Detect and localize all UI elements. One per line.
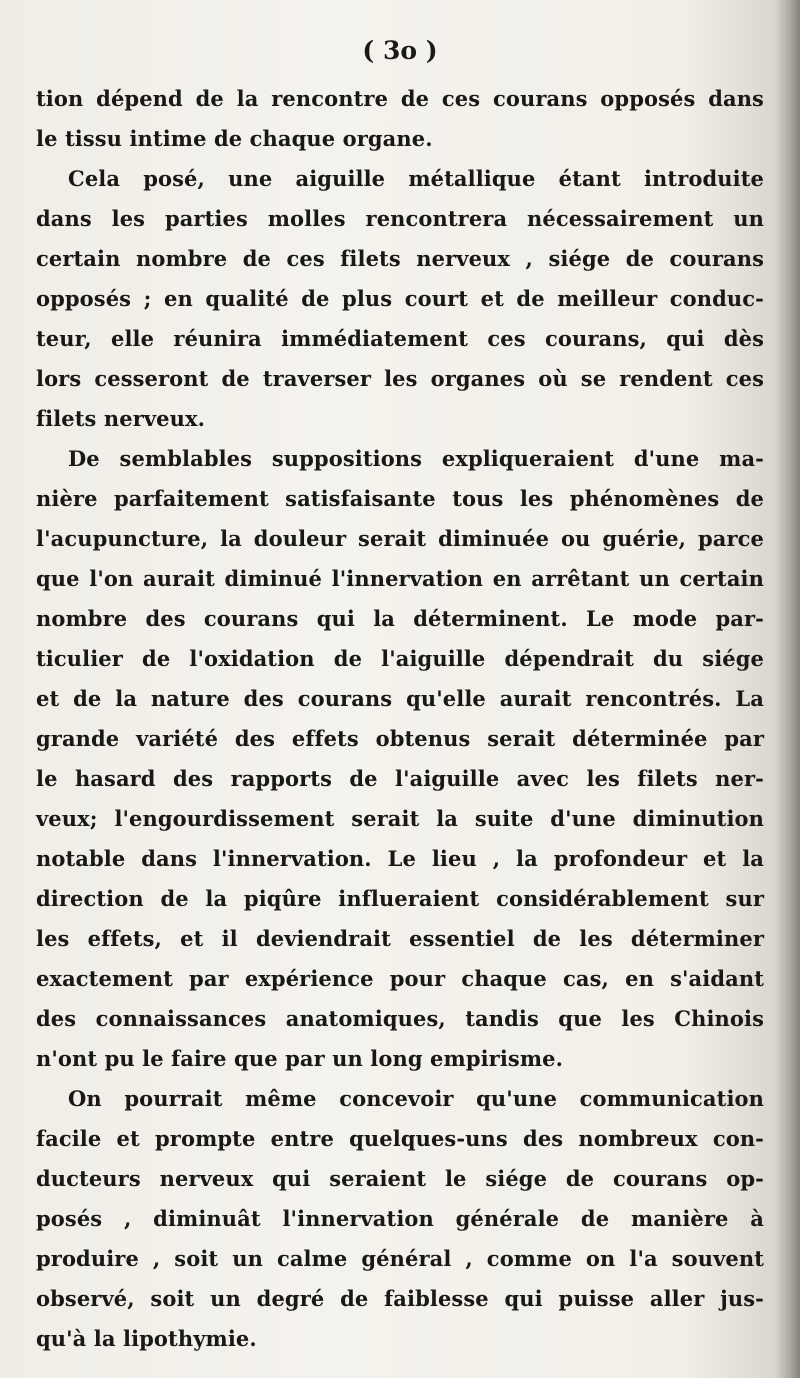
text-line: observé, soit un degré de faiblesse qui puisse aller jus- — [36, 1286, 764, 1311]
page-edge-shadow — [774, 0, 800, 1378]
text-line: certain nombre de ces filets nerveux , siége de courans — [36, 246, 764, 271]
text-line: les effets, et il deviendrait essentiel de les déterminer — [36, 926, 764, 951]
text-line: Cela posé, une aiguille métallique étant introduite — [68, 166, 764, 191]
text-line: produire , soit un calme général , comme on l'a souvent — [36, 1246, 764, 1271]
text-line: veux; l'engourdissement serait la suite d'une diminution — [36, 806, 764, 831]
text-line: que l'on aurait diminué l'innervation en arrêtant un certain — [36, 566, 764, 591]
text-line: nière parfaitement satisfaisante tous les phénomènes de — [36, 486, 764, 511]
text-line: ducteurs nerveux qui seraient le siége de courans op- — [36, 1166, 764, 1191]
text-line: grande variété des effets obtenus serait déterminée par — [36, 726, 764, 751]
text-line: des connaissances anatomiques, tandis que les Chinois — [36, 1006, 764, 1031]
text-line: exactement par expérience pour chaque cas, en s'aidant — [36, 966, 764, 991]
body-text — [36, 79, 764, 1359]
page-number: ( 3o ) — [362, 36, 438, 65]
text-line: et de la nature des courans qu'elle aurait rencontrés. La — [36, 686, 764, 711]
text-line: filets nerveux. — [36, 406, 206, 431]
text-line: direction de la piqûre influeraient considérablement sur — [36, 886, 764, 911]
text-line: le hasard des rapports de l'aiguille avec les filets ner- — [36, 766, 764, 791]
text-line: dans les parties molles rencontrera nécessairement un — [36, 206, 764, 231]
text-line: nombre des courans qui la déterminent. Le mode par- — [36, 606, 764, 631]
text-line: notable dans l'innervation. Le lieu , la profondeur et la — [36, 846, 764, 871]
text-line: tion dépend de la rencontre de ces courans opposés dans — [36, 86, 764, 111]
text-line: le tissu intime de chaque organe. — [36, 126, 433, 151]
text-line: facile et prompte entre quelques-uns des nombreux con- — [36, 1126, 764, 1151]
text-line: ticulier de l'oxidation de l'aiguille dépendrait du siége — [36, 646, 764, 671]
text-line: On pourrait même concevoir qu'une communication — [68, 1086, 764, 1111]
text-line: qu'à la lipothymie. — [36, 1326, 257, 1351]
text-line: lors cesseront de traverser les organes où se rendent ces — [36, 366, 764, 391]
text-line: teur, elle réunira immédiatement ces courans, qui dès — [36, 326, 764, 351]
text-line: De semblables suppositions expliqueraient d'une ma- — [68, 446, 764, 471]
text-line: n'ont pu le faire que par un long empirisme. — [36, 1046, 564, 1071]
text-line: opposés ; en qualité de plus court et de meilleur conduc- — [36, 286, 764, 311]
text-line: posés , diminuât l'innervation générale de manière à — [36, 1206, 764, 1231]
text-line: l'acupuncture, la douleur serait diminuée ou guérie, parce — [36, 526, 764, 551]
